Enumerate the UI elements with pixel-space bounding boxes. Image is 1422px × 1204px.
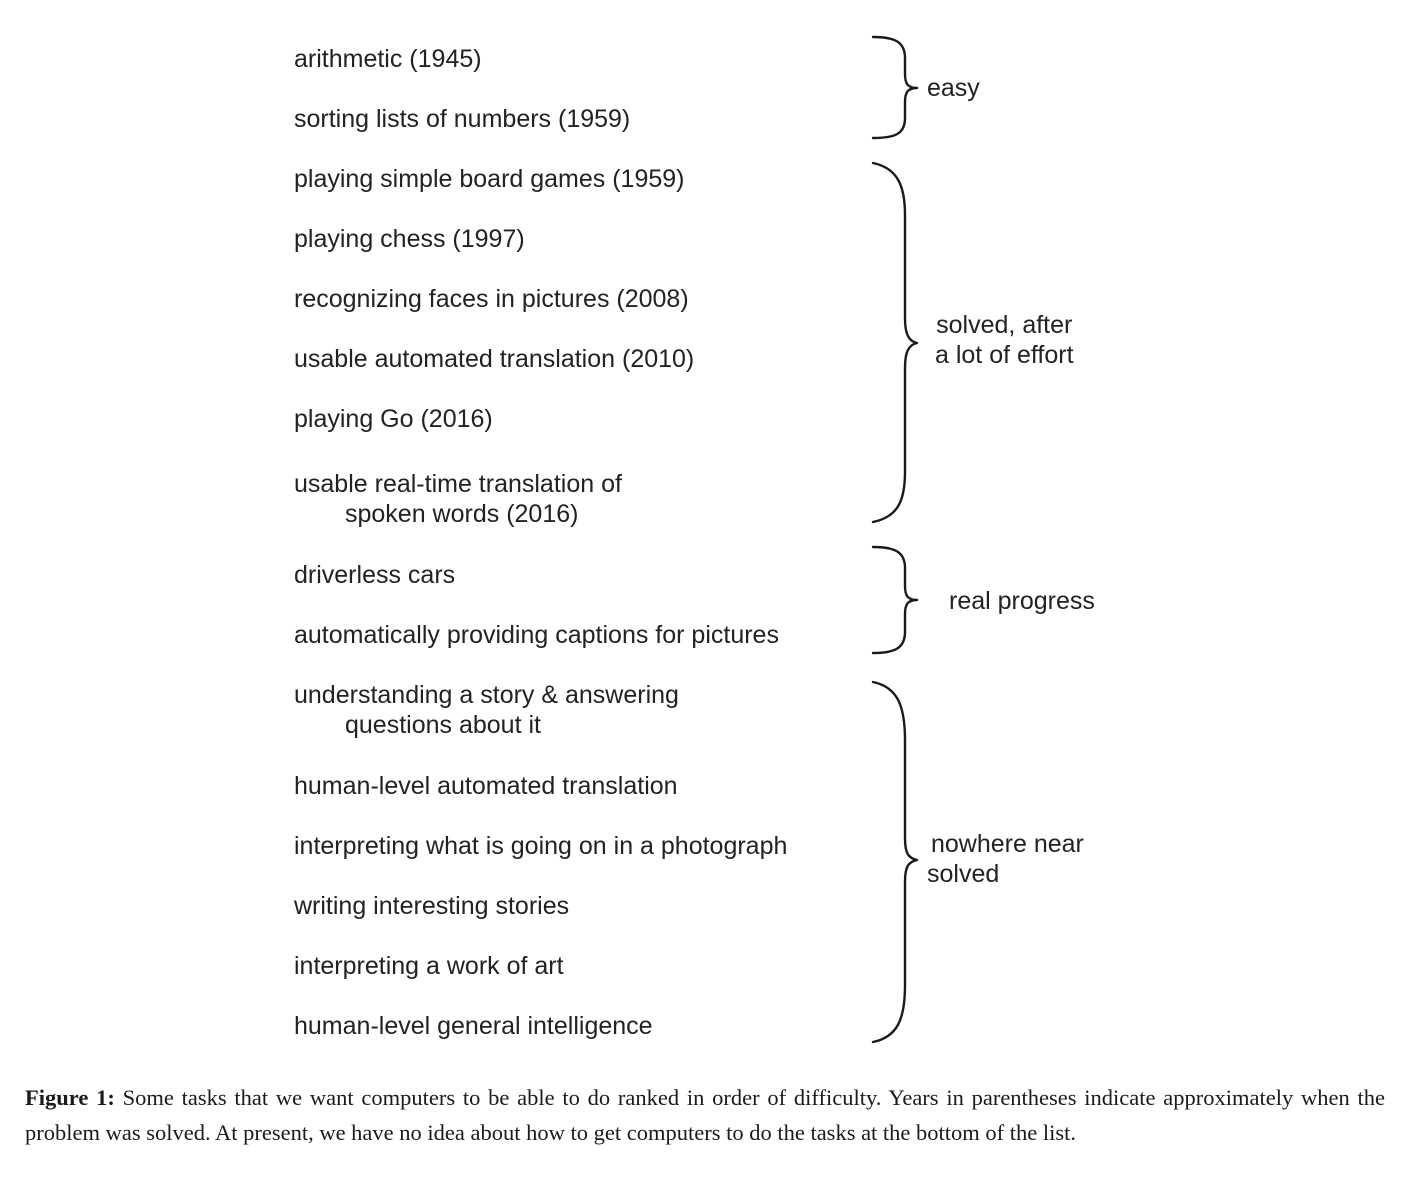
group-label-text: solved, after	[936, 311, 1073, 339]
brace-real-progress	[873, 547, 917, 653]
task-label: interpreting what is going on in a photograph	[294, 832, 788, 860]
brace-group	[873, 37, 917, 1042]
task-label-continuation: spoken words (2016)	[345, 500, 579, 528]
task-label: automatically providing captions for pictures	[294, 621, 779, 649]
group-label-text: a lot of effort	[935, 341, 1074, 369]
task-label: human-level general intelligence	[294, 1012, 653, 1040]
brace-solved-after-effort	[873, 163, 917, 522]
group-label-nowhere-near-solved	[927, 829, 1084, 889]
task-label: driverless cars	[294, 561, 456, 589]
group-label-text: real progress	[949, 587, 1095, 615]
brace-easy	[873, 37, 917, 138]
group-label-real-progress	[949, 586, 1095, 616]
task-label: human-level automated translation	[294, 772, 678, 800]
task-label: writing interesting stories	[294, 892, 570, 920]
group-label-text: nowhere near	[931, 830, 1084, 858]
group-label-text: solved	[927, 860, 1000, 888]
figure-caption-text: Some tasks that we want computers to be able to do ranked in order of difficulty. Years in parentheses indicate approximately when the problem was solved. At present, we have no idea about how to get computers to do the tasks at the bottom of the list.	[25, 1085, 1385, 1145]
group-label-text: easy	[927, 74, 980, 102]
task-label: playing chess (1997)	[294, 225, 525, 253]
group-label-easy	[927, 73, 980, 103]
task-label: arithmetic (1945)	[294, 45, 482, 73]
figure-caption-label: Figure 1:	[25, 1085, 115, 1110]
task-label: recognizing faces in pictures (2008)	[294, 285, 689, 313]
task-label: playing simple board games (1959)	[294, 165, 685, 193]
group-label-solved-after-effort	[935, 310, 1074, 370]
task-label: understanding a story & answering	[294, 681, 679, 709]
task-label: interpreting a work of art	[294, 952, 564, 980]
task-label-continuation: questions about it	[345, 711, 541, 739]
task-label: playing Go (2016)	[294, 405, 493, 433]
task-label: sorting lists of numbers (1959)	[294, 105, 631, 133]
brace-nowhere-near-solved	[873, 682, 917, 1042]
figure-caption	[25, 1080, 1385, 1150]
task-label: usable automated translation (2010)	[294, 345, 695, 373]
task-label: usable real-time translation of	[294, 470, 622, 498]
